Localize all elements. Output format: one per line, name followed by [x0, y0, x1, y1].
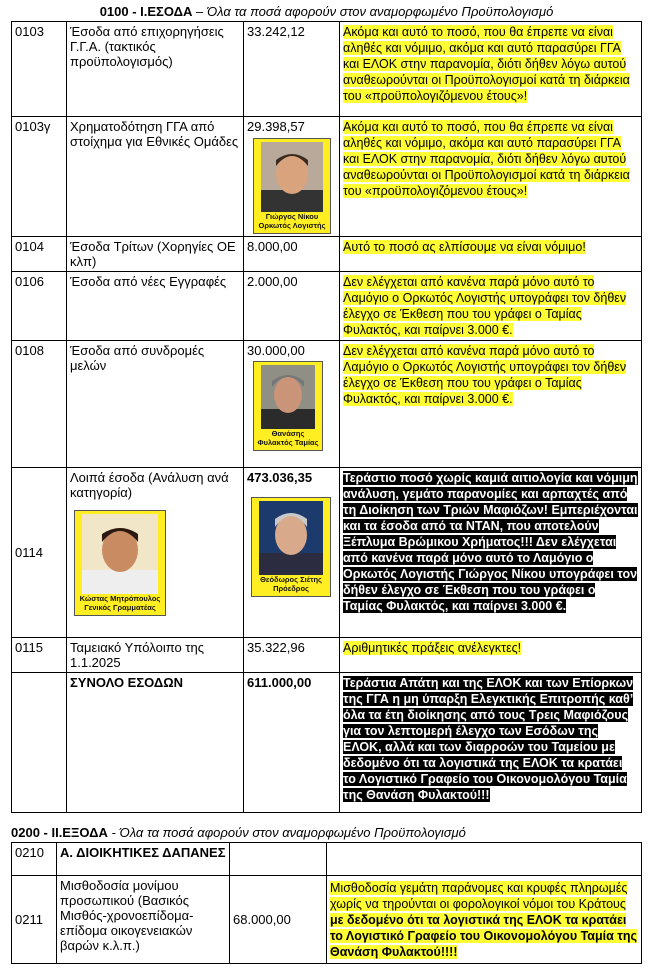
- row-comment: [340, 117, 642, 237]
- portrait-image: [82, 514, 158, 594]
- total-comment-text: Τεράστια Απάτη και της ΕΛΟΚ και των Επίορκων της ΓΓΑ η μη ύπαρξη Ελεγκτικής Επιτροπής καθ’ όλα τα έτη διοίκησης από τους Τρεις Μαφιόζους για τον λεπτομερή έλεγχο των Εσόδων της ΕΛΟΚ, αλλά και των διαρροών του Ταμείου με δεδομένο ότι τα λογιστικά της ΕΛΟΚ τα κρατάει το Λογιστικό Γραφείο του Οικονομολόγου Ταμία της Θανάση Φυλακτού!!!: [343, 676, 634, 802]
- row-amount: 2.000,00: [244, 272, 340, 341]
- section2-title-note: - Όλα τα ποσά αφορούν στον αναμορφωμένο Προϋπολογισμό: [107, 825, 466, 840]
- row-desc: Έσοδα από επιχορηγήσεις Γ.Γ.Α. (τακτικός προϋπολογισμός): [67, 22, 244, 117]
- row-code: 0108: [12, 341, 67, 468]
- section2-title: [11, 825, 653, 840]
- row-code: 0103γ: [12, 117, 67, 237]
- photo-caption: Κώστας Μητρόπουλος Γενικός Γραμματέας: [79, 594, 161, 612]
- row-comment: [340, 237, 642, 272]
- portrait-image: [261, 365, 315, 429]
- row-amount-cell: [244, 117, 340, 237]
- group-amount: [230, 843, 327, 876]
- row-amount: 8.000,00: [244, 237, 340, 272]
- row-amount: 68.000,00: [230, 876, 327, 964]
- portrait-image: [259, 501, 323, 575]
- table-row: [12, 638, 642, 673]
- table-row: [12, 117, 642, 237]
- row-amount: 35.322,96: [244, 638, 340, 673]
- person-photo: [251, 497, 331, 597]
- row-comment-text: Ακόμα και αυτό το ποσό, που θα έπρεπε να είναι αληθές και νόμιμο, ακόμα και αυτό παρασύρει ΓΓΑ και ΕΛΟΚ στην παρανομία, διότι δήθεν λόγω αυτού αναθεωρούνται οι Προϋπολογισμοί κατά τη διάρκεια του «προϋπολογιζόμενου έτους»!: [343, 120, 630, 198]
- total-code: [12, 673, 67, 813]
- income-table: [11, 21, 642, 813]
- row-code: 0103: [12, 22, 67, 117]
- table-row: [12, 341, 642, 468]
- row-amount-cell: [244, 468, 340, 638]
- row-desc: Μισθοδοσία μονίμου προσωπικού (Βασικός Μισθός-χρονοεπίδομα-επίδομα οικογενειακών βαρών κ.λ.π.): [57, 876, 230, 964]
- row-code: 0114: [12, 468, 67, 638]
- row-code: 0211: [12, 876, 57, 964]
- table-row: [12, 22, 642, 117]
- row-comment-text: Αυτό το ποσό ας ελπίσουμε να είναι νόμιμο!: [343, 240, 586, 254]
- row-code: 0115: [12, 638, 67, 673]
- total-label: ΣΥΝΟΛΟ ΕΣΟΔΩΝ: [67, 673, 244, 813]
- section1-title: [0, 4, 653, 19]
- row-comment: [340, 22, 642, 117]
- portrait-image: [261, 142, 323, 212]
- group-comment: [327, 843, 642, 876]
- section1-title-code: 0100 - Ι.ΕΣΟΔΑ: [99, 4, 193, 19]
- row-amount-cell: [244, 341, 340, 468]
- row-comment-text: Αριθμητικές πράξεις ανέλεγκτες!: [343, 641, 522, 655]
- row-desc: Έσοδα Τρίτων (Χορηγίες ΟΕ κλπ): [67, 237, 244, 272]
- person-photo: [253, 138, 331, 234]
- group-row: [12, 843, 642, 876]
- row-comment: [340, 272, 642, 341]
- person-photo: [253, 361, 323, 451]
- row-comment-text: Μισθοδοσία γεμάτη παράνομες και κρυφές πληρωμές χωρίς να τηρούνται οι φορολογικοί νόμοι του Κράτους: [330, 880, 628, 911]
- row-desc: Χρηματοδότηση ΓΓΑ από στοίχημα για Εθνικές Ομάδες: [67, 117, 244, 237]
- row-comment: [340, 341, 642, 468]
- group-label: Α. ΔΙΟΙΚΗΤΙΚΕΣ ΔΑΠΑΝΕΣ: [57, 843, 230, 876]
- section2-title-code: 0200 - ΙΙ.ΕΞΟΔΑ: [11, 825, 108, 840]
- table-row: [12, 876, 642, 964]
- row-desc-cell: [67, 468, 244, 638]
- table-row: [12, 468, 642, 638]
- photo-caption: Θανάσης Φυλακτός Ταμίας: [257, 429, 319, 447]
- row-comment: [340, 468, 642, 638]
- section1-title-note: – Όλα τα ποσά αφορούν στον αναμορφωμένο Προϋπολογισμό: [192, 4, 554, 19]
- row-comment: [340, 638, 642, 673]
- row-amount: 30.000,00: [247, 343, 305, 358]
- row-code: 0106: [12, 272, 67, 341]
- row-comment-text: Ακόμα και αυτό το ποσό, που θα έπρεπε να είναι αληθές και νόμιμο, ακόμα και αυτό παρασύρει ΓΓΑ και ΕΛΟΚ στην παρανομία, διότι δήθεν λόγω αυτού αναθεωρούνται οι Προϋπολογισμοί κατά τη διάρκεια του «προϋπολογιζόμενου έτους»!: [343, 25, 630, 103]
- row-comment-text: Δεν ελέγχεται από κανένα παρά μόνο αυτό το Λαμόγιο ο Ορκωτός Λογιστής υπογράφει τον δήθεν έλεγχο σε Έκθεση που του γράφει ο Ταμίας Φυλακτός, και παίρνει 3.000 €.: [343, 275, 627, 337]
- row-desc: Λοιπά έσοδα (Ανάλυση ανά κατηγορία): [70, 470, 229, 500]
- row-comment-text: Δεν ελέγχεται από κανένα παρά μόνο αυτό το Λαμόγιο ο Ορκωτός Λογιστής υπογράφει τον δήθεν έλεγχο σε Έκθεση που του γράφει ο Ταμίας Φυλακτός, και παίρνει 3.000 €.: [343, 344, 627, 406]
- row-comment-text: Τεράστιο ποσό χωρίς καμιά αιτιολογία και νόμιμη ανάλυση, γεμάτο παρανομίες και αρπαχτές από τη Διοίκηση των Τριών Μαφιόζων! Εμπεριέχονται και τα έσοδα από τα ΝΤΑΝ, που αποτελούν Ξέπλυμα Βρώμικου Χρήματος!!! Δεν ελέγχεται από κανένα παρά μόνο αυτό το Λαμόγιο ο Ορκωτός Λογιστής Γιώργος Νίκου υπογράφει τον δήθεν έλεγχο σε Έκθεση που του γράφει ο Ταμίας Φυλακτός, και παίρνει 3.000 €.: [343, 471, 638, 613]
- expenses-table: [11, 842, 642, 964]
- table-row: [12, 272, 642, 341]
- row-amount: 33.242,12: [244, 22, 340, 117]
- row-amount: 29.398,57: [247, 119, 305, 134]
- table-row: [12, 237, 642, 272]
- row-comment: [327, 876, 642, 964]
- row-amount: 473.036,35: [247, 470, 313, 485]
- total-row: [12, 673, 642, 813]
- row-comment-bold: με δεδομένο ότι τα λογιστικά της ΕΛΟΚ τα κρατάει το Λογιστικό Γραφείο του Οικονομολόγου Ταμία της Θανάση Φυλακτού!!!!: [330, 912, 637, 959]
- row-desc: Έσοδα από νέες Εγγραφές: [67, 272, 244, 341]
- row-desc: Ταμειακό Υπόλοιπο της 1.1.2025: [67, 638, 244, 673]
- row-desc: Έσοδα από συνδρομές μελών: [67, 341, 244, 468]
- total-comment: [340, 673, 642, 813]
- group-code: 0210: [12, 843, 57, 876]
- photo-caption: Θεόδωρος Σιέτης Πρόεδρος: [260, 575, 322, 593]
- row-code: 0104: [12, 237, 67, 272]
- total-amount: 611.000,00: [244, 673, 340, 813]
- photo-caption: Γιώργος Νίκου Ορκωτός Λογιστής: [258, 212, 326, 230]
- person-photo: [74, 510, 166, 616]
